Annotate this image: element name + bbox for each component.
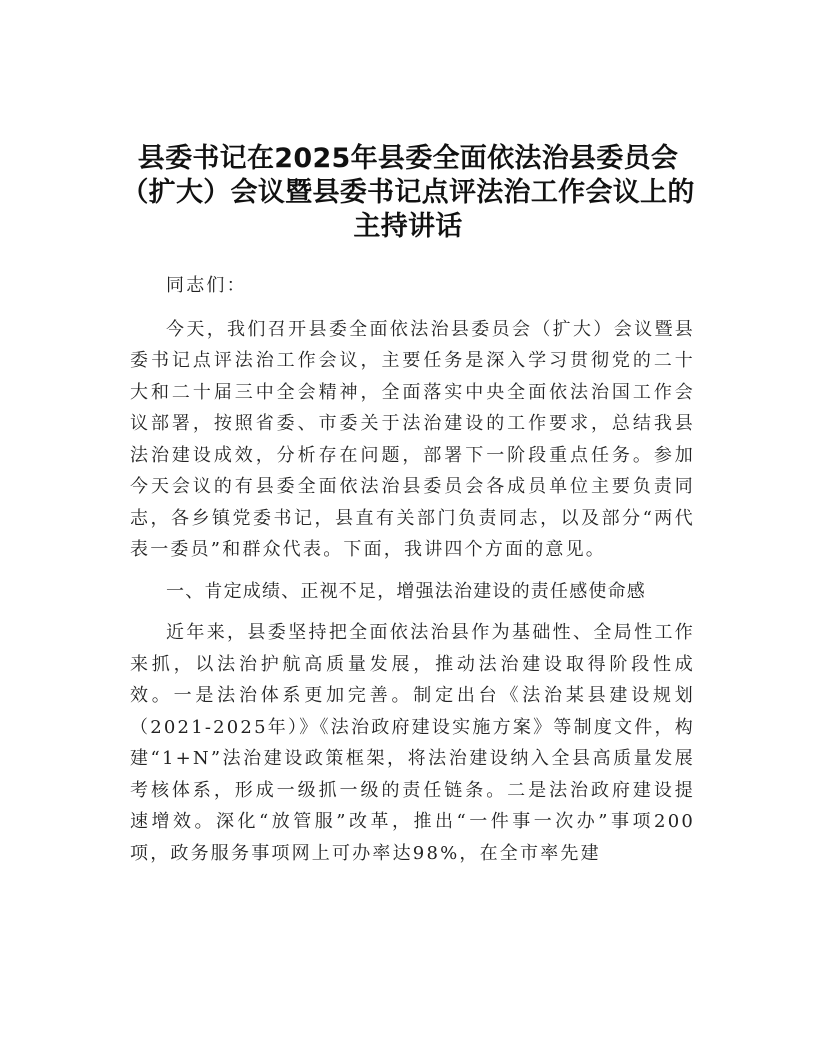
document-body <box>130 270 695 879</box>
section-heading-1: 一、肯定成绩、正视不足，增强法治建设的责任感使命感 <box>166 580 646 602</box>
salutation: 同志们： <box>166 275 247 296</box>
document-title: 县委书记在2025年县委全面依法治县委员会（扩大）会议暨县委书记点评法治工作会议上的主持讲话 <box>121 143 695 242</box>
opening-paragraph: 今天，我们召开县委全面依法治县委员会（扩大）会议暨县委书记点评法治工作会议，主要任务是深入学习贯彻党的二十大和二十届三中全会精神，全面落实中央全面依法治国工作会议部署，按照省委、市委关于法治建设的工作要求，总结我县法治建设成效，分析存在问题，部署下一阶段重点任务。参加今天会议的有县委全面依法治县委员会各成员单位主要负责同志，各乡镇党委书记，县直有关部门负责同志，以及部分“两代表一委员”和群众代表。下面，我讲四个方面的意见。 <box>130 318 695 560</box>
section-1-paragraph: 近年来，县委坚持把全面依法治县作为基础性、全局性工作来抓，以法治护航高质量发展，推动法治建设取得阶段性成效。一是法治体系更加完善。制定出台《法治某县建设规划（2021-2025年）》《法治政府建设实施方案》等制度文件，构建“1+N”法治建设政策框架，将法治建设纳入全县高质量发展考核体系，形成一级抓一级的责任链条。二是法治政府建设提速增效。深化“放管服”改革，推出“一件事一次办”事项200项，政务服务事项网上可办率达98%，在全市率先建 <box>130 622 695 864</box>
